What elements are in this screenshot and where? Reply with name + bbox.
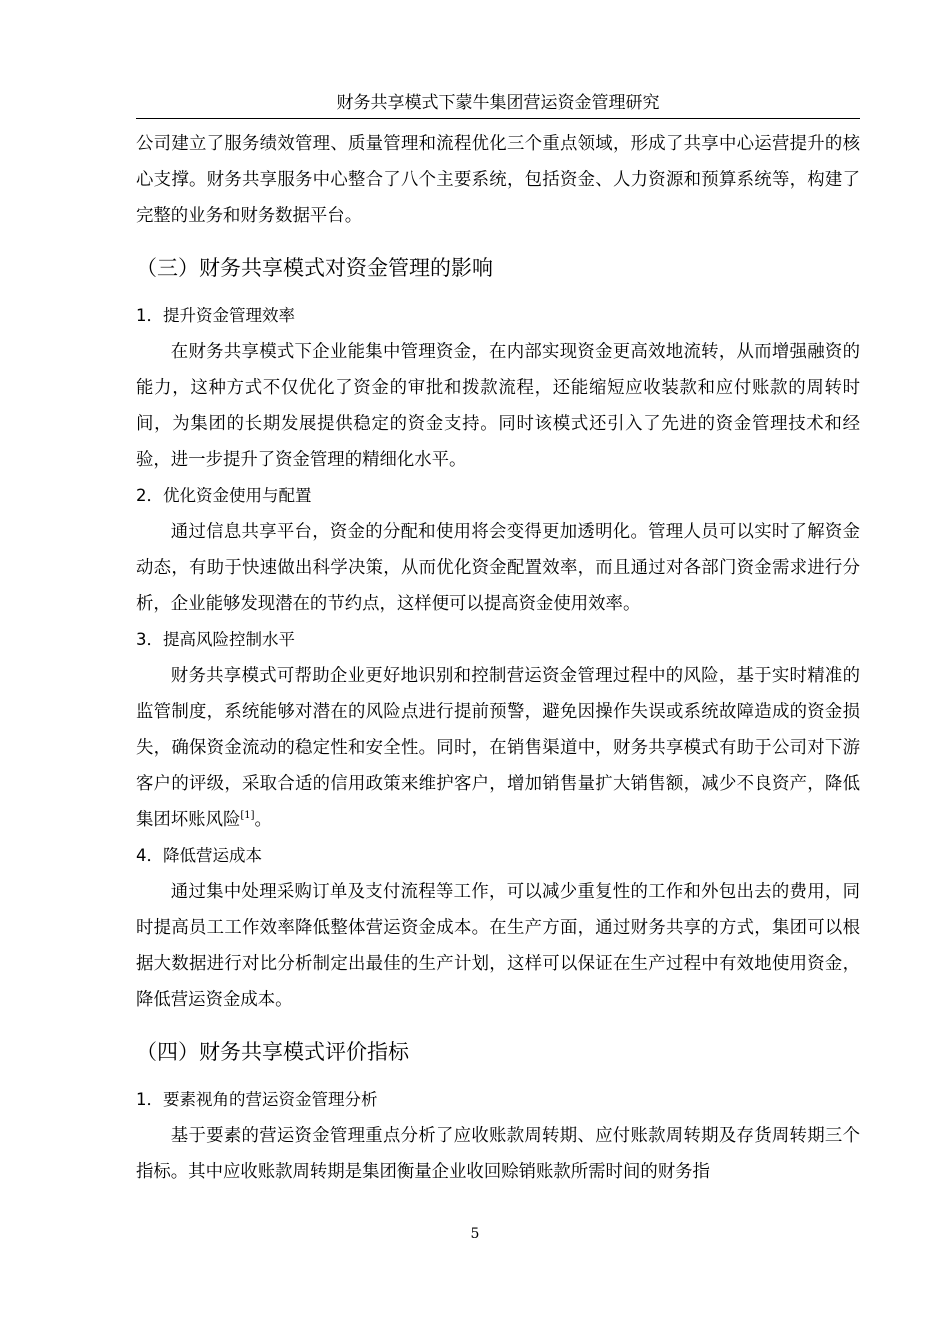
paragraph-allocation: 通过信息共享平台，资金的分配和使用将会变得更加透明化。管理人员可以实时了解资金动态，有助于快速做出科学决策，从而优化资金配置效率，而且通过对各部门资金需求进行分析，企业能够发现潜在的节约点，这样便可以提高资金使用效率。 xyxy=(136,522,860,614)
subsection-heading-1: 1．提升资金管理效率 xyxy=(136,306,295,325)
subsection-heading-4: 4．降低营运成本 xyxy=(136,846,262,865)
citation-marker: [1] xyxy=(240,810,255,822)
running-header: 财务共享模式下蒙牛集团营运资金管理研究 xyxy=(136,88,860,119)
paragraph-cost: 通过集中处理采购订单及支付流程等工作，可以减少重复性的工作和外包出去的费用，同时提高员工工作效率降低整体营运资金成本。在生产方面，通过财务共享的方式，集团可以根据大数据进行对比分析制定出最佳的生产计划，这样可以保证在生产过程中有效地使用资金，降低营运资金成本。 xyxy=(136,882,860,1010)
subsection-heading-4-1: 1．要素视角的营运资金管理分析 xyxy=(136,1090,378,1109)
section-heading-3: （三）财务共享模式对资金管理的影响 xyxy=(136,256,493,280)
risk-text: 财务共享模式可帮助企业更好地识别和控制营运资金管理过程中的风险，基于实时精准的监管制度，系统能够对潜在的风险点进行提前预警，避免因操作失误或系统故障造成的资金损失，确保资金流动的稳定性和安全性。同时，在销售渠道中，财务共享模式有助于公司对下游客户的评级，采取合适的信用政策来维护客户，增加销售量扩大销售额，减少不良资产，降低集团坏账风险 xyxy=(136,666,860,830)
subsection-heading-3: 3．提高风险控制水平 xyxy=(136,630,295,649)
page-number: 5 xyxy=(470,1226,480,1242)
page-body xyxy=(136,126,860,1190)
paragraph-element-analysis: 基于要素的营运资金管理重点分析了应收账款周转期、应付账款周转期及存货周转期三个指标。其中应收账款周转期是集团衡量企业收回赊销账款所需时间的财务指 xyxy=(136,1126,860,1182)
paragraph-efficiency: 在财务共享模式下企业能集中管理资金，在内部实现资金更高效地流转，从而增强融资的能力，这种方式不仅优化了资金的审批和拨款流程，还能缩短应收装款和应付账款的周转时间，为集团的长期发展提供稳定的资金支持。同时该模式还引入了先进的资金管理技术和经验，进一步提升了资金管理的精细化水平。 xyxy=(136,342,860,470)
paragraph-risk-control xyxy=(136,658,860,838)
section-heading-4: （四）财务共享模式评价指标 xyxy=(136,1040,409,1064)
intro-paragraph: 公司建立了服务绩效管理、质量管理和流程优化三个重点领域，形成了共享中心运营提升的核心支撑。财务共享服务中心整合了八个主要系统，包括资金、人力资源和预算系统等，构建了完整的业务和财务数据平台。 xyxy=(136,134,860,226)
sentence-end: 。 xyxy=(254,810,272,830)
subsection-heading-2: 2．优化资金使用与配置 xyxy=(136,486,312,505)
